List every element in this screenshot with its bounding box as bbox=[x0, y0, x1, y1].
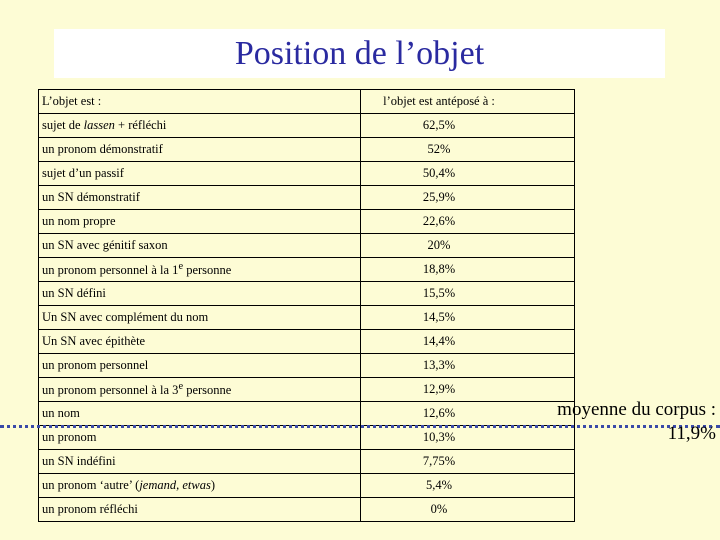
row-value: 0% bbox=[361, 498, 575, 522]
corpus-average-note bbox=[557, 398, 716, 446]
row-label bbox=[39, 498, 361, 522]
row-value: 12,6% bbox=[361, 402, 575, 426]
table-row bbox=[39, 138, 575, 162]
row-value: 14,5% bbox=[361, 306, 575, 330]
column-header-anteposed: l’objet est antéposé à : bbox=[361, 90, 575, 114]
row-value: 62,5% bbox=[361, 114, 575, 138]
row-value: 7,75% bbox=[361, 450, 575, 474]
table-row bbox=[39, 282, 575, 306]
row-value: 15,5% bbox=[361, 282, 575, 306]
table-row bbox=[39, 450, 575, 474]
table-row bbox=[39, 330, 575, 354]
table-row bbox=[39, 114, 575, 138]
table-row bbox=[39, 474, 575, 498]
corpus-average-value: 11,9% bbox=[667, 423, 716, 444]
row-label-text: un pronom personnel bbox=[42, 358, 149, 372]
table-row bbox=[39, 378, 575, 402]
row-label bbox=[39, 378, 361, 402]
row-label bbox=[39, 450, 361, 474]
row-label bbox=[39, 402, 361, 426]
row-label bbox=[39, 258, 361, 282]
row-label bbox=[39, 162, 361, 186]
table-row bbox=[39, 162, 575, 186]
row-label bbox=[39, 234, 361, 258]
row-value: 52% bbox=[361, 138, 575, 162]
row-label-suffix: personne bbox=[183, 263, 232, 278]
title-box bbox=[54, 29, 665, 78]
table-row bbox=[39, 306, 575, 330]
row-label bbox=[39, 330, 361, 354]
row-label-text: un pronom bbox=[42, 430, 97, 444]
row-label-text: sujet de bbox=[42, 118, 84, 132]
row-label-text: un pronom ‘autre’ ( bbox=[42, 478, 140, 492]
row-label bbox=[39, 306, 361, 330]
table-row bbox=[39, 234, 575, 258]
table-row bbox=[39, 402, 575, 426]
row-label-italic: jemand, etwas bbox=[139, 478, 211, 492]
row-label-text: un SN défini bbox=[42, 286, 106, 300]
row-label-text: un SN indéfini bbox=[42, 454, 116, 468]
row-label-text: un pronom réfléchi bbox=[42, 502, 138, 516]
row-label-superscript: e bbox=[178, 380, 184, 392]
column-header-object: L’objet est : bbox=[39, 90, 361, 114]
row-value: 5,4% bbox=[361, 474, 575, 498]
table-row bbox=[39, 498, 575, 522]
table-row bbox=[39, 426, 575, 450]
table-row bbox=[39, 210, 575, 234]
row-label-text: un pronom personnel à la 1 bbox=[42, 263, 179, 278]
row-label bbox=[39, 138, 361, 162]
row-value: 14,4% bbox=[361, 330, 575, 354]
table-row bbox=[39, 186, 575, 210]
row-label-text: un pronom démonstratif bbox=[42, 142, 163, 156]
row-value: 12,9% bbox=[361, 378, 575, 402]
table-row bbox=[39, 354, 575, 378]
table-header-row bbox=[39, 90, 575, 114]
page-title: Position de l’objet bbox=[234, 35, 485, 72]
row-value: 22,6% bbox=[361, 210, 575, 234]
row-label bbox=[39, 114, 361, 138]
row-label bbox=[39, 282, 361, 306]
row-value: 20% bbox=[361, 234, 575, 258]
row-value: 18,8% bbox=[361, 258, 575, 282]
row-label-superscript: e bbox=[178, 260, 184, 272]
row-value: 25,9% bbox=[361, 186, 575, 210]
row-label-text: un pronom personnel à la 3 bbox=[42, 383, 179, 398]
row-label-italic: lassen bbox=[83, 118, 115, 132]
row-label-text: un nom bbox=[42, 406, 80, 420]
row-label-text: un SN avec génitif saxon bbox=[42, 238, 168, 252]
table-row bbox=[39, 258, 575, 282]
row-label bbox=[39, 426, 361, 450]
row-value: 10,3% bbox=[361, 426, 575, 450]
row-label-suffix: personne bbox=[183, 383, 232, 398]
row-label-text: Un SN avec complément du nom bbox=[42, 310, 209, 324]
row-label bbox=[39, 354, 361, 378]
row-label bbox=[39, 186, 361, 210]
data-table bbox=[38, 89, 575, 522]
row-label-text: sujet d’un passif bbox=[42, 166, 124, 180]
row-label-text: un SN démonstratif bbox=[42, 190, 140, 204]
row-label-text: un nom propre bbox=[42, 214, 116, 228]
row-label bbox=[39, 474, 361, 498]
row-label bbox=[39, 210, 361, 234]
row-label-text: Un SN avec épithète bbox=[42, 334, 146, 348]
row-value: 50,4% bbox=[361, 162, 575, 186]
row-label-suffix: + réfléchi bbox=[114, 118, 167, 132]
row-value: 13,3% bbox=[361, 354, 575, 378]
corpus-average-label: moyenne du corpus : bbox=[557, 399, 716, 420]
row-label-suffix: ) bbox=[210, 478, 216, 492]
